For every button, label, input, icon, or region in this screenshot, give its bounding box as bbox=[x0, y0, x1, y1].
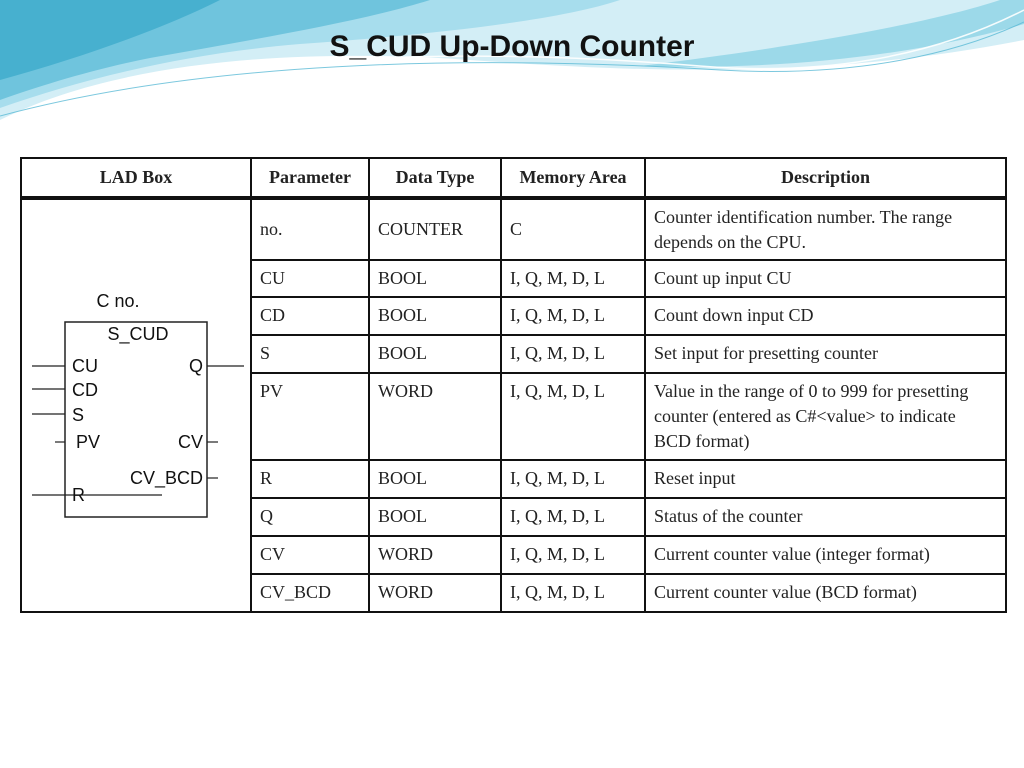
desc-cell: Status of the counter bbox=[645, 498, 1006, 536]
type-cell: WORD bbox=[369, 536, 501, 574]
desc-cell: Count down input CD bbox=[645, 297, 1006, 335]
desc-cell: Reset input bbox=[645, 460, 1006, 498]
area-cell: I, Q, M, D, L bbox=[501, 460, 645, 498]
lad-counter-label: C no. bbox=[96, 291, 140, 311]
desc-cell: Value in the range of 0 to 999 for presetting counter (entered as C#<value> to indicate BCD format) bbox=[645, 373, 1006, 460]
param-cell: CD bbox=[251, 297, 369, 335]
lad-box-diagram bbox=[22, 200, 252, 612]
type-cell: BOOL bbox=[369, 260, 501, 297]
lad-input-cu: CU bbox=[72, 356, 98, 376]
type-cell: WORD bbox=[369, 373, 501, 460]
parameter-table bbox=[20, 157, 1007, 613]
lad-output-cv-bcd: CV_BCD bbox=[129, 468, 203, 488]
column-header-description: Description bbox=[645, 158, 1006, 198]
type-cell: BOOL bbox=[369, 460, 501, 498]
area-cell: I, Q, M, D, L bbox=[501, 297, 645, 335]
type-cell: WORD bbox=[369, 574, 501, 612]
column-header-memory-area: Memory Area bbox=[501, 158, 645, 198]
table-row bbox=[21, 198, 1006, 260]
header-wave-decoration bbox=[0, 0, 1024, 130]
type-cell: BOOL bbox=[369, 498, 501, 536]
desc-cell: Counter identification number. The range depends on the CPU. bbox=[645, 198, 1006, 260]
param-cell: no. bbox=[251, 198, 369, 260]
desc-cell: Set input for presetting counter bbox=[645, 335, 1006, 373]
area-cell: I, Q, M, D, L bbox=[501, 260, 645, 297]
param-cell: S bbox=[251, 335, 369, 373]
param-cell: CV bbox=[251, 536, 369, 574]
param-cell: PV bbox=[251, 373, 369, 460]
type-cell: COUNTER bbox=[369, 198, 501, 260]
desc-cell: Count up input CU bbox=[645, 260, 1006, 297]
area-cell: I, Q, M, D, L bbox=[501, 373, 645, 460]
column-header-data-type: Data Type bbox=[369, 158, 501, 198]
param-cell: Q bbox=[251, 498, 369, 536]
type-cell: BOOL bbox=[369, 335, 501, 373]
area-cell: I, Q, M, D, L bbox=[501, 335, 645, 373]
param-cell: R bbox=[251, 460, 369, 498]
table-header-row bbox=[21, 158, 1006, 198]
lad-box-cell bbox=[21, 198, 251, 612]
area-cell: C bbox=[501, 198, 645, 260]
desc-cell: Current counter value (BCD format) bbox=[645, 574, 1006, 612]
lad-input-cd: CD bbox=[72, 380, 98, 400]
column-header-parameter: Parameter bbox=[251, 158, 369, 198]
lad-input-s: S bbox=[72, 405, 85, 425]
lad-block-name: S_CUD bbox=[107, 324, 169, 344]
area-cell: I, Q, M, D, L bbox=[501, 498, 645, 536]
column-header-lad-box: LAD Box bbox=[21, 158, 251, 198]
param-cell: CU bbox=[251, 260, 369, 297]
slide-title: S_CUD Up-Down Counter bbox=[329, 30, 695, 63]
type-cell: BOOL bbox=[369, 297, 501, 335]
lad-output-cv: CV bbox=[177, 432, 203, 452]
area-cell: I, Q, M, D, L bbox=[501, 536, 645, 574]
area-cell: I, Q, M, D, L bbox=[501, 574, 645, 612]
lad-input-r: R bbox=[72, 485, 85, 505]
lad-output-q: Q bbox=[188, 356, 203, 376]
desc-cell: Current counter value (integer format) bbox=[645, 536, 1006, 574]
lad-input-pv: PV bbox=[76, 432, 101, 452]
param-cell: CV_BCD bbox=[251, 574, 369, 612]
